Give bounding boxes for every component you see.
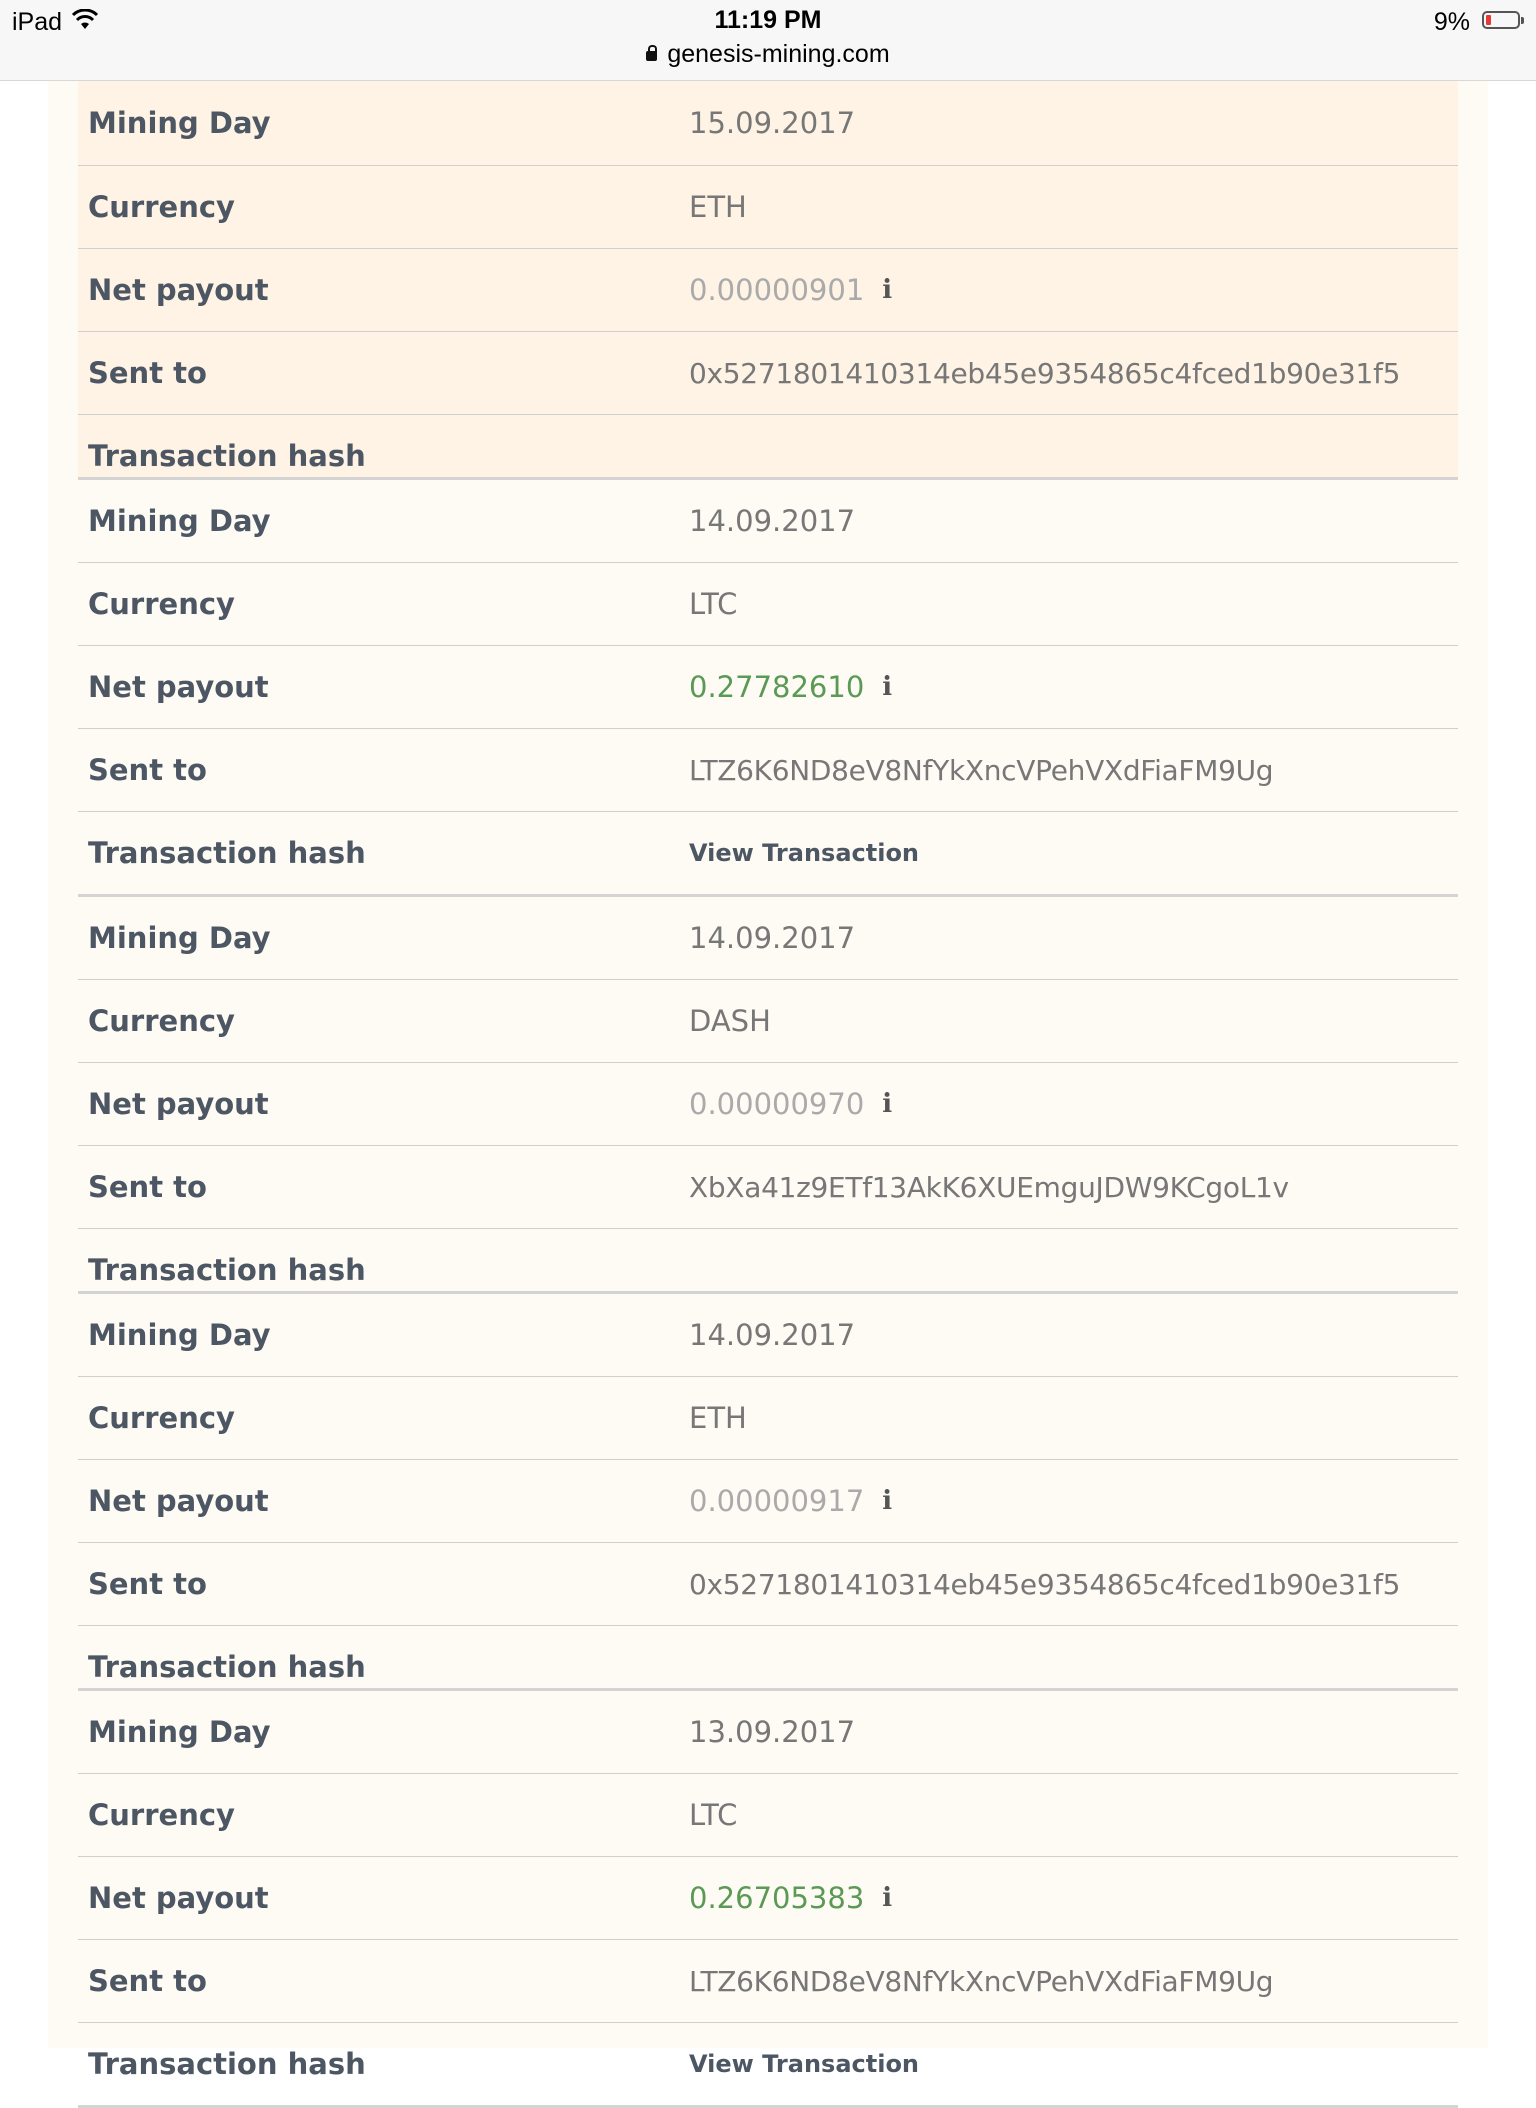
address-bar[interactable] xyxy=(0,40,1536,69)
transaction-hash-row xyxy=(78,2023,1458,2105)
mining-day-value: 14.09.2017 xyxy=(689,1318,856,1352)
sent-to-label: Sent to xyxy=(88,1964,207,1998)
sent-to-address: 0x5271801410314eb45e9354865c4fced1b90e31f5 xyxy=(689,356,1401,390)
lock-icon xyxy=(646,51,657,61)
mining-day-value: 15.09.2017 xyxy=(689,106,856,140)
net-payout-cell xyxy=(689,273,892,307)
transaction-hash-row xyxy=(78,1626,1458,1688)
transaction-hash-label: Transaction hash xyxy=(88,836,366,870)
sent-to-address: LTZ6K6ND8eV8NfYkXncVPehVXdFiaFM9Ug xyxy=(689,753,1274,787)
payout-record xyxy=(78,1294,1458,1691)
net-payout-cell xyxy=(689,670,892,704)
info-icon[interactable]: i xyxy=(882,275,893,305)
net-payout-row xyxy=(78,1460,1458,1543)
net-payout-value: 0.00000901 xyxy=(689,273,865,307)
sent-to-row xyxy=(78,1543,1458,1626)
mining-day-row xyxy=(78,1691,1458,1774)
currency-value: LTC xyxy=(689,587,738,621)
currency-row xyxy=(78,1774,1458,1857)
sent-to-label: Sent to xyxy=(88,753,207,787)
sent-to-address: 0x5271801410314eb45e9354865c4fced1b90e31f5 xyxy=(689,1567,1401,1601)
info-icon[interactable]: i xyxy=(882,672,893,702)
currency-value: DASH xyxy=(689,1004,771,1038)
net-payout-cell xyxy=(689,1087,892,1121)
net-payout-row xyxy=(78,1857,1458,1940)
transaction-hash-label: Transaction hash xyxy=(88,1650,366,1684)
info-icon[interactable]: i xyxy=(882,1089,893,1119)
currency-row xyxy=(78,1377,1458,1460)
net-payout-label: Net payout xyxy=(88,1087,269,1121)
net-payout-row xyxy=(78,646,1458,729)
sent-to-row xyxy=(78,332,1458,415)
mining-day-label: Mining Day xyxy=(88,504,271,538)
sent-to-address: LTZ6K6ND8eV8NfYkXncVPehVXdFiaFM9Ug xyxy=(689,1964,1274,1998)
net-payout-cell xyxy=(689,1484,892,1518)
transaction-hash-row xyxy=(78,415,1458,477)
view-transaction-link[interactable]: View Transaction xyxy=(689,839,920,867)
sent-to-label: Sent to xyxy=(88,1567,207,1601)
mining-day-row xyxy=(78,81,1458,166)
net-payout-value: 0.27782610 xyxy=(689,670,865,704)
payout-record xyxy=(78,1691,1458,2108)
net-payout-label: Net payout xyxy=(88,670,269,704)
info-icon[interactable]: i xyxy=(882,1486,893,1516)
sent-to-label: Sent to xyxy=(88,1170,207,1204)
net-payout-row xyxy=(78,249,1458,332)
transaction-hash-label: Transaction hash xyxy=(88,439,366,473)
transaction-hash-label: Transaction hash xyxy=(88,1253,366,1287)
net-payout-value: 0.00000917 xyxy=(689,1484,865,1518)
mining-day-value: 14.09.2017 xyxy=(689,504,856,538)
currency-label: Currency xyxy=(88,190,235,224)
mining-day-row xyxy=(78,1294,1458,1377)
currency-label: Currency xyxy=(88,1401,235,1435)
currency-row xyxy=(78,980,1458,1063)
currency-value: LTC xyxy=(689,1798,738,1832)
clock: 11:19 PM xyxy=(714,6,822,34)
net-payout-label: Net payout xyxy=(88,1484,269,1518)
device-name: iPad xyxy=(12,8,63,36)
mining-day-label: Mining Day xyxy=(88,1318,271,1352)
status-bar xyxy=(0,0,1536,81)
url-text: genesis-mining.com xyxy=(667,40,890,68)
battery-percent: 9% xyxy=(1433,8,1470,36)
sent-to-address: XbXa41z9ETf13AkK6XUEmguJDW9KCgoL1v xyxy=(689,1170,1289,1204)
payout-records xyxy=(78,81,1458,2108)
currency-label: Currency xyxy=(88,587,235,621)
sent-to-row xyxy=(78,1940,1458,2023)
net-payout-cell xyxy=(689,1881,892,1915)
sent-to-row xyxy=(78,729,1458,812)
mining-day-label: Mining Day xyxy=(88,106,271,140)
sent-to-row xyxy=(78,1146,1458,1229)
view-transaction-link[interactable]: View Transaction xyxy=(689,2050,920,2078)
net-payout-label: Net payout xyxy=(88,273,269,307)
currency-label: Currency xyxy=(88,1004,235,1038)
mining-day-label: Mining Day xyxy=(88,1715,271,1749)
currency-row xyxy=(78,563,1458,646)
info-icon[interactable]: i xyxy=(882,1883,893,1913)
mining-day-row xyxy=(78,897,1458,980)
mining-day-value: 13.09.2017 xyxy=(689,1715,856,1749)
mining-day-value: 14.09.2017 xyxy=(689,921,856,955)
transaction-hash-row xyxy=(78,1229,1458,1291)
currency-label: Currency xyxy=(88,1798,235,1832)
net-payout-value: 0.26705383 xyxy=(689,1881,865,1915)
transaction-hash-row xyxy=(78,812,1458,894)
mining-day-label: Mining Day xyxy=(88,921,271,955)
sent-to-label: Sent to xyxy=(88,356,207,390)
net-payout-value: 0.00000970 xyxy=(689,1087,865,1121)
battery-icon xyxy=(1482,11,1520,29)
currency-row xyxy=(78,166,1458,249)
currency-value: ETH xyxy=(689,1401,747,1435)
currency-value: ETH xyxy=(689,190,747,224)
payout-record xyxy=(78,897,1458,1294)
payout-record xyxy=(78,81,1458,480)
transaction-hash-label: Transaction hash xyxy=(88,2047,366,2081)
mining-day-row xyxy=(78,480,1458,563)
net-payout-row xyxy=(78,1063,1458,1146)
payout-record xyxy=(78,480,1458,897)
net-payout-label: Net payout xyxy=(88,1881,269,1915)
